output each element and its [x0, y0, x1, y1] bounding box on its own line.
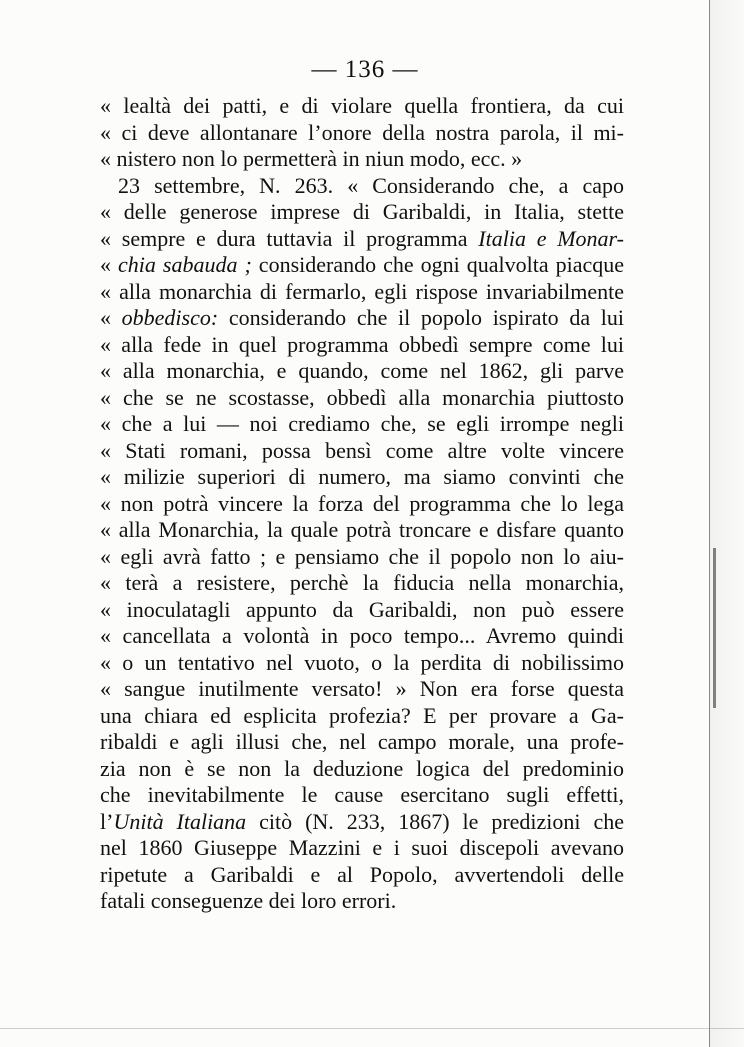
text-run: « delle generose imprese di Garibaldi, in Italia, stette: [100, 199, 624, 224]
text-run: « nistero non lo permetterà in niun modo, ecc. »: [100, 146, 523, 171]
text-line: [100, 385, 624, 412]
text-run: « ci deve allontanare l’onore della nostra parola, il mi-: [100, 119, 624, 145]
text-run: citò (N. 233, 1867) le predizioni che: [246, 808, 624, 834]
text-run: zia non è se non la deduzione logica del predominio: [100, 755, 624, 781]
page-edge-line: [709, 0, 710, 1047]
text-line: [100, 146, 624, 173]
text-line: [100, 597, 624, 624]
text-run: « non potrà vincere la forza del programma che lo lega: [100, 490, 624, 516]
text-run: « che se ne scostasse, obbedì alla monarchia piuttosto: [100, 384, 624, 410]
text-line: [100, 438, 624, 465]
text-run: « Stati romani, possa bensì come altre volte vincere: [100, 437, 624, 463]
text-run: nel 1860 Giuseppe Mazzini e i suoi discepoli avevano: [100, 835, 624, 860]
text-line: [100, 411, 624, 438]
text-line: [100, 173, 624, 200]
text-run: « alla monarchia di fermarlo, egli rispose invariabilmente: [100, 278, 624, 304]
text-run: « o un tentativo nel vuoto, o la perdita di nobilissimo: [100, 649, 624, 675]
text-run: 23 settembre, N. 263. « Considerando che, a capo: [118, 172, 624, 198]
text-line: [100, 199, 624, 226]
body-text: [100, 93, 624, 915]
text-line: [100, 252, 624, 279]
text-line: [100, 544, 624, 571]
text-line: [100, 570, 624, 597]
text-line: [100, 279, 624, 306]
text-line: [100, 491, 624, 518]
text-line: [100, 650, 624, 677]
text-line: [100, 120, 624, 147]
italic-text: Italia e Monar-: [478, 225, 624, 251]
text-line: [100, 835, 624, 862]
text-run: « egli avrà fatto ; e pensiamo che il popolo non lo aiu-: [100, 543, 624, 569]
text-run: « alla Monarchia, la quale potrà troncare e disfare quanto: [100, 517, 624, 542]
text-run: « cancellata a volontà in poco tempo... Avremo quindi: [100, 623, 624, 648]
text-line: [100, 93, 624, 120]
binding-mark: [713, 548, 716, 708]
text-run: « alla fede in quel programma obbedì sempre come lui: [100, 331, 624, 357]
text-run: fatali conseguenze dei loro errori.: [100, 888, 397, 913]
text-line: [100, 623, 624, 650]
text-run: « sempre e dura tuttavia il programma: [100, 225, 479, 251]
text-run: «: [100, 305, 122, 330]
text-run: ribaldi e agli illusi che, nel campo morale, una profe-: [100, 729, 624, 754]
text-run: « terà a resistere, perchè la fiducia nella monarchia,: [100, 570, 624, 595]
text-run: l’: [100, 808, 114, 834]
text-line: [100, 729, 624, 756]
text-run: considerando che ogni qualvolta piacque: [251, 252, 625, 277]
text-line: [100, 332, 624, 359]
text-run: « lealtà dei patti, e di violare quella frontiera, da cui: [100, 93, 624, 118]
page-number: — 136 —: [311, 56, 419, 83]
text-run: ripetute a Garibaldi e al Popolo, avvertendoli delle: [100, 861, 624, 887]
text-run: una chiara ed esplicita profezia? E per provare a Ga-: [100, 702, 624, 728]
text-line: [100, 809, 624, 836]
text-line: [100, 358, 624, 385]
text-run: considerando che il popolo ispirato da lui: [218, 305, 625, 330]
text-line: [100, 464, 624, 491]
text-run: « milizie superiori di numero, ma siamo convinti che: [100, 464, 624, 489]
text-line: [100, 756, 624, 783]
italic-text: Unità Italiana: [113, 808, 247, 834]
text-line: [100, 226, 624, 253]
text-run: « sangue inutilmente versato! » Non era forse questa: [100, 676, 624, 701]
italic-text: obbedisco:: [121, 305, 219, 330]
text-run: che inevitabilmente le cause esercitano sugli effetti,: [100, 782, 624, 807]
text-line: [100, 888, 624, 915]
italic-text: chia sabauda ;: [118, 252, 252, 277]
page-bottom-edge: [0, 1028, 744, 1029]
text-run: « che a lui — noi crediamo che, se egli irrompe negli: [100, 411, 624, 436]
text-line: [100, 305, 624, 332]
page-edge-shadow: [710, 0, 744, 1047]
text-run: « inoculatagli appunto da Garibaldi, non può essere: [100, 596, 624, 622]
text-run: «: [100, 252, 119, 277]
text-line: [100, 782, 624, 809]
text-run: « alla monarchia, e quando, come nel 1862, gli parve: [100, 358, 624, 383]
text-line: [100, 862, 624, 889]
text-line: [100, 517, 624, 544]
text-line: [100, 703, 624, 730]
text-line: [100, 676, 624, 703]
